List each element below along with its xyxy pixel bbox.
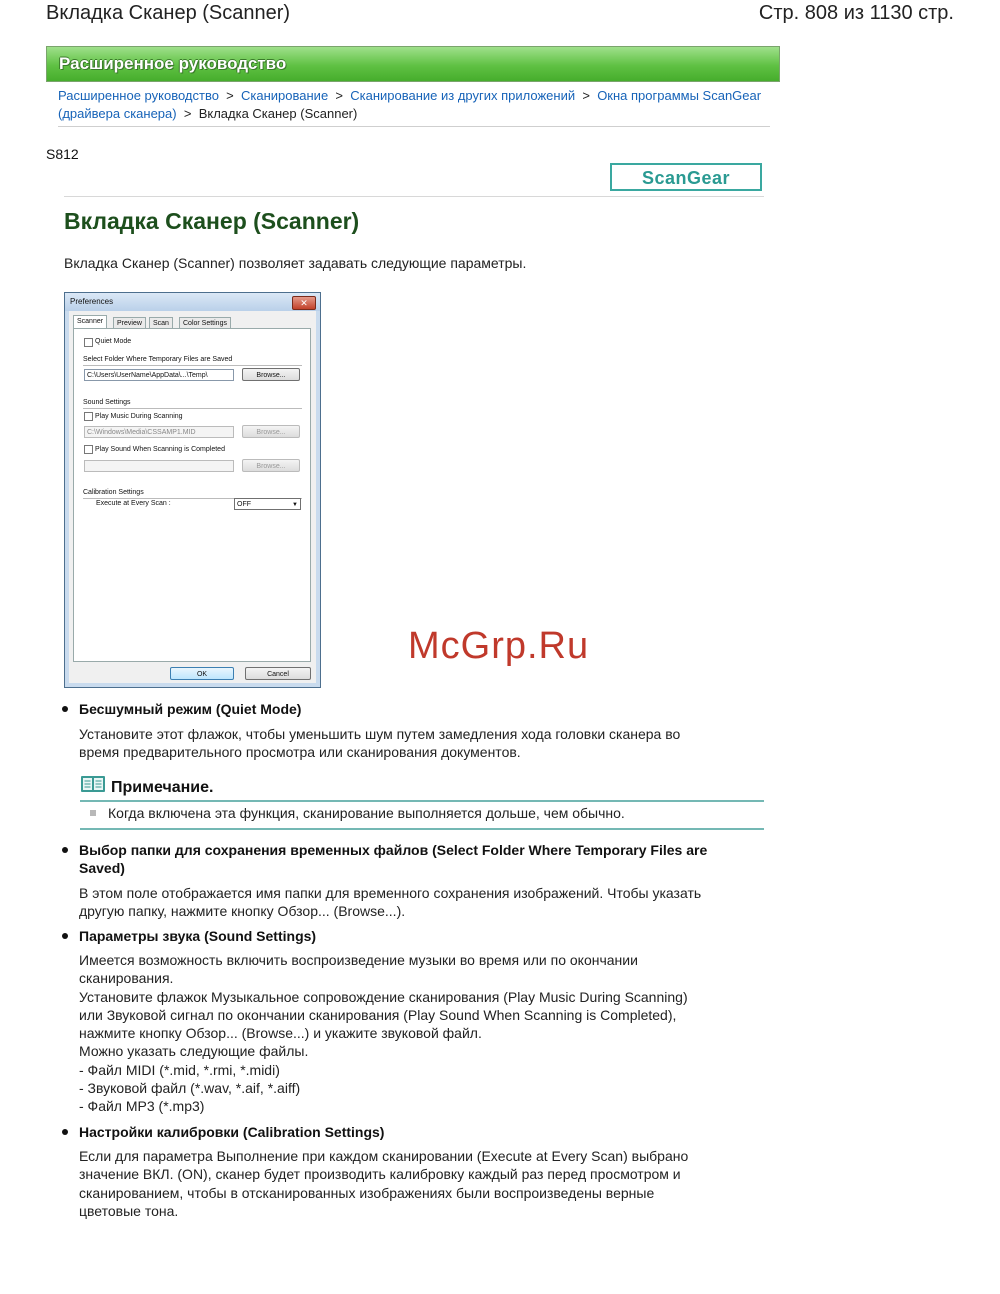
tab-scan[interactable]: Scan — [149, 317, 173, 329]
text-line: Выбор папки для сохранения временных файлов (Select Folder Where Temporary Files are — [79, 842, 708, 858]
calibration-heading: Настройки калибровки (Calibration Settings) — [79, 1124, 385, 1140]
temp-folder-field[interactable]: C:\Users\UserName\AppData\...\Temp\ — [84, 369, 234, 381]
text-line: Если для параметра Выполнение при каждом сканировании (Execute at Every Scan) выбрано — [79, 1148, 689, 1164]
text-line: время предварительного просмотра или сканирования документов. — [79, 744, 521, 761]
breadcrumb-link-scanning[interactable]: Сканирование — [241, 88, 329, 103]
watermark: McGrp.Ru — [408, 625, 590, 667]
model-code: S812 — [46, 146, 79, 162]
breadcrumb-link-scangear-windows[interactable]: Окна программы ScanGear (драйвера сканера) — [58, 88, 762, 121]
text-line: - Файл MP3 (*.mp3) — [79, 1098, 205, 1115]
square-bullet-icon — [90, 810, 96, 816]
scangear-badge — [610, 163, 762, 191]
text-line: или Звуковой сигнал по окончании сканирования (Play Sound When Scanning is Completed), — [79, 1006, 677, 1023]
tab-preview[interactable]: Preview — [113, 317, 146, 329]
breadcrumb-link-other-apps[interactable]: Сканирование из других приложений — [350, 88, 576, 103]
play-sound-checkbox[interactable] — [84, 445, 93, 454]
execute-every-scan-select[interactable] — [234, 498, 301, 510]
text-line: Имеется возможность включить воспроизведение музыки во время или по окончании — [79, 952, 638, 968]
browse-music-button[interactable]: Browse... — [242, 425, 300, 438]
chevron-down-icon: ▼ — [292, 502, 298, 508]
play-sound-label: Play Sound When Scanning is Completed — [95, 446, 225, 453]
tab-scanner[interactable]: Scanner — [73, 315, 107, 329]
text-line: Установите флажок Музыкальное сопровождение сканирования (Play Music During Scanning) — [79, 988, 688, 1005]
text-line: значение ВКЛ. (ON), сканер будет производить калибровку каждый раз перед просмотром и — [79, 1166, 681, 1183]
dialog-titlebar — [65, 293, 320, 311]
breadcrumb-separator: > — [180, 106, 196, 121]
sound-settings-label: Sound Settings — [83, 399, 131, 406]
folder-text — [79, 884, 759, 921]
text-line: Можно указать следующие файлы. — [79, 1043, 309, 1060]
bullet-icon — [62, 933, 68, 939]
calibration-text — [79, 1147, 759, 1220]
note-item — [92, 805, 625, 821]
text-line: другую папку, нажмите кнопку Обзор... (Browse...). — [79, 903, 406, 920]
quiet-mode-heading: Бесшумный режим (Quiet Mode) — [79, 701, 302, 717]
sound-text — [79, 951, 759, 1116]
breadcrumb-separator: > — [331, 88, 347, 103]
folder-section-label: Select Folder Where Temporary Files are Saved — [83, 356, 233, 363]
close-icon[interactable]: ✕ — [292, 296, 316, 310]
bullet-icon — [62, 847, 68, 853]
divider — [58, 126, 770, 127]
browse-sound-button[interactable]: Browse... — [242, 459, 300, 472]
play-music-checkbox[interactable] — [84, 412, 93, 421]
play-music-label: Play Music During Scanning — [95, 413, 183, 420]
calibration-settings-label: Calibration Settings — [83, 489, 144, 496]
book-icon — [80, 774, 106, 794]
divider — [64, 196, 764, 197]
page-counter: Стр. 808 из 1130 стр. — [758, 2, 954, 24]
dialog-title: Preferences — [70, 297, 114, 306]
preferences-dialog — [64, 292, 321, 688]
sound-heading: Параметры звука (Sound Settings) — [79, 928, 317, 944]
text-line: Установите этот флажок, чтобы уменьшить шум путем замедления хода головки сканера во — [79, 726, 681, 742]
browse-folder-button[interactable]: Browse... — [242, 368, 300, 381]
breadcrumb-current: Вкладка Сканер (Scanner) — [198, 106, 358, 121]
bullet-icon — [62, 706, 68, 712]
breadcrumb-link-advanced-guide[interactable]: Расширенное руководство — [58, 88, 219, 103]
dialog-body — [69, 311, 316, 683]
music-file-field[interactable]: C:\Windows\Media\CSSAMP1.MID — [84, 426, 234, 438]
text-line: - Звуковой файл (*.wav, *.aif, *.aiff) — [79, 1080, 301, 1097]
divider — [83, 408, 302, 409]
divider — [80, 828, 764, 830]
breadcrumb-separator: > — [578, 88, 594, 103]
page-title: Вкладка Сканер (Scanner) — [64, 208, 360, 234]
quiet-mode-checkbox[interactable] — [84, 338, 93, 347]
sound-file-field[interactable] — [84, 460, 234, 472]
bullet-icon — [62, 1129, 68, 1135]
scanner-tab-panel — [73, 328, 311, 662]
cancel-button[interactable]: Cancel — [245, 667, 311, 680]
banner-title: Расширенное руководство — [59, 54, 287, 73]
quiet-mode-label: Quiet Mode — [95, 338, 132, 345]
execute-every-scan-label: Execute at Every Scan : — [96, 500, 171, 507]
text-line: В этом поле отображается имя папки для временного сохранения изображений. Чтобы указать — [79, 885, 702, 901]
breadcrumb-separator: > — [222, 88, 238, 103]
text-line: Saved) — [79, 860, 125, 876]
scangear-badge-label: ScanGear — [641, 168, 731, 188]
note-header — [80, 774, 764, 802]
quiet-mode-text — [79, 725, 759, 762]
note-text: Когда включена эта функция, сканирование выполняется дольше, чем обычно. — [108, 805, 625, 821]
execute-every-scan-value: OFF — [237, 501, 251, 508]
divider — [83, 365, 302, 366]
tab-color-settings[interactable]: Color Settings — [179, 317, 231, 329]
breadcrumb — [58, 87, 768, 123]
ok-button[interactable]: OK — [170, 667, 234, 680]
folder-heading — [79, 841, 759, 877]
text-line: сканированием, чтобы в отсканированных изображениях были воспроизведены верные — [79, 1184, 655, 1201]
text-line: цветовые тона. — [79, 1202, 179, 1219]
section-banner — [46, 46, 780, 82]
text-line: нажмите кнопку Обзор... (Browse...) и укажите звуковой файл. — [79, 1025, 482, 1042]
page-header-title: Вкладка Сканер (Scanner) — [46, 2, 291, 24]
text-line: - Файл MIDI (*.mid, *.rmi, *.midi) — [79, 1061, 280, 1078]
note-title: Примечание. — [111, 779, 214, 796]
text-line: сканирования. — [79, 970, 174, 987]
intro-text: Вкладка Сканер (Scanner) позволяет задавать следующие параметры. — [64, 255, 527, 271]
